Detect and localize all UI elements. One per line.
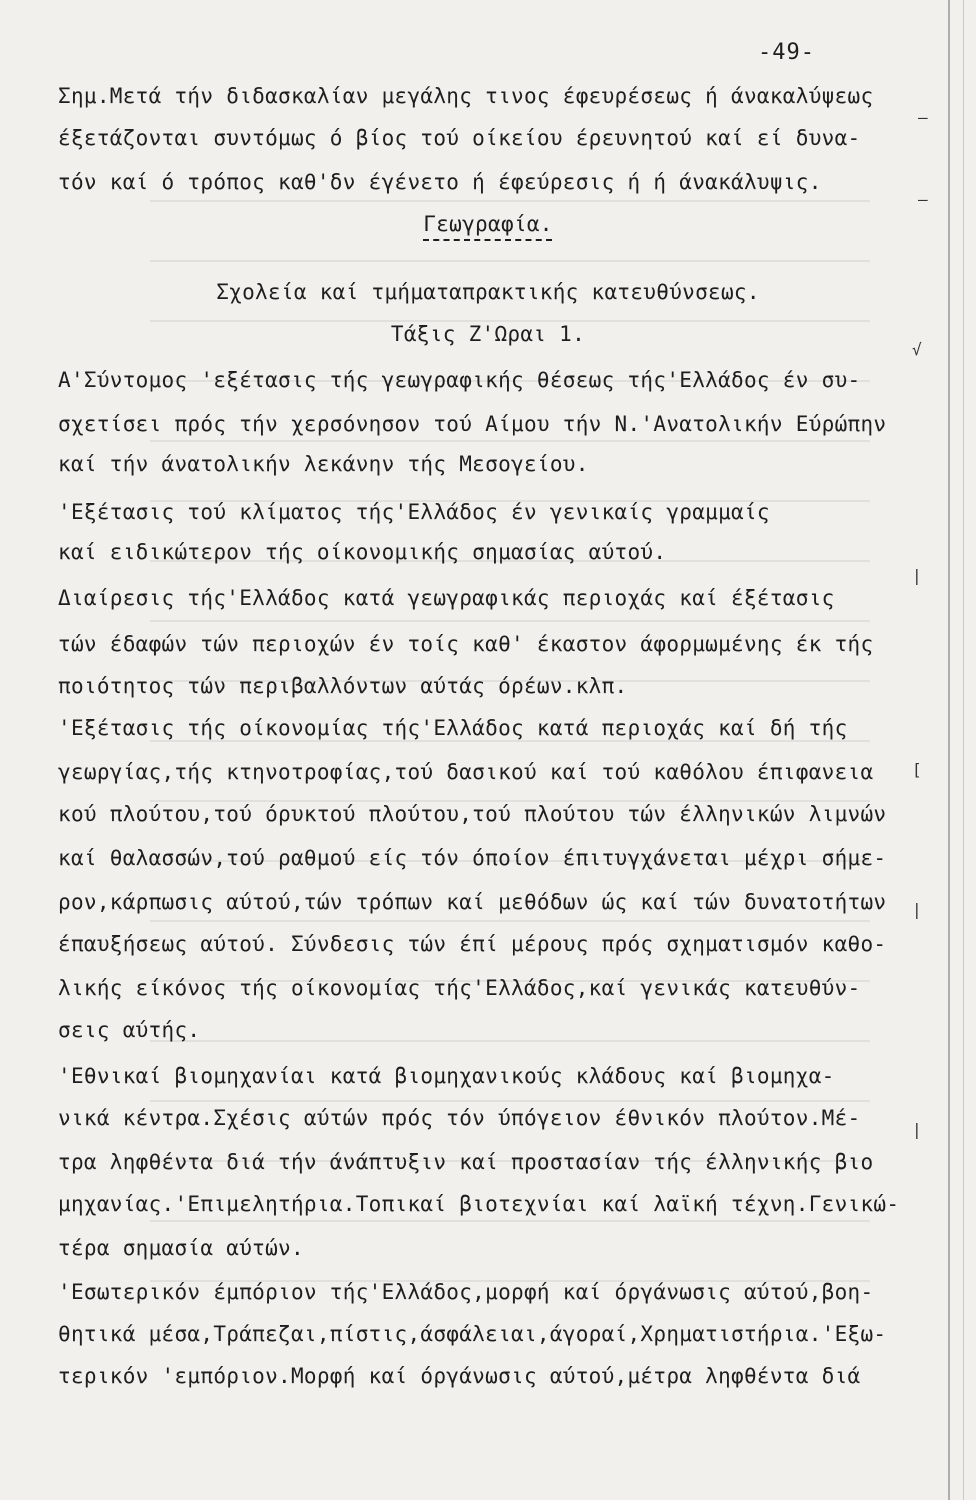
margin-tick-mark: [ xyxy=(912,760,922,779)
text-line: ρον,κάρπωσις αύτού,τών τρόπων καί μεθόδων ώς καί τών δυνατοτήτων xyxy=(58,890,887,914)
subheading: Σχολεία καί τμήματαπρακτικής κατευθύνσεως. xyxy=(216,280,760,304)
text-line: 'Εξέτασις τού κλίματος τής'Ελλάδος έν γενικαίς γραμμαίς xyxy=(58,500,770,524)
text-line: ποιότητος τών περιβαλλόντων αύτάς όρέων.κλπ. xyxy=(58,674,628,698)
text-line: Σημ.Μετά τήν διδασκαλίαν μεγάλης τινος έφευρέσεως ή άνακαλύψεως xyxy=(58,84,874,108)
text-line: 'Εξέτασις τής οίκονομίας τής'Ελλάδος κατά περιοχάς καί δή τής xyxy=(58,716,848,740)
margin-dash-mark: – xyxy=(918,108,928,127)
section-heading: Γεωγραφία. xyxy=(423,212,553,236)
text-line: κού πλούτου,τού όρυκτού πλούτου,τού πλούτου τών έλληνικών λιμνών xyxy=(58,802,887,826)
margin-tick-mark: | xyxy=(912,900,922,919)
text-line: τών έδαφών τών περιοχών έν τοίς καθ' έκαστον άφορμωμένης έκ τής xyxy=(58,632,874,656)
text-line: έπαυξήσεως αύτού. Σύνδεσις τών έπί μέρους πρός σχηματισμόν καθο- xyxy=(58,932,887,956)
text-line: σχετίσει πρός τήν χερσόνησον τού Αίμου τήν Ν.'Ανατολικήν Εύρώπην xyxy=(58,412,887,436)
text-line: γεωργίας,τής κτηνοτροφίας,τού δασικού καί τού καθόλου έπιφανεια xyxy=(58,760,874,784)
text-line: 'Εθνικαί βιομηχανίαι κατά βιομηχανικούς κλάδους καί βιομηχα- xyxy=(58,1064,835,1088)
margin-dash-mark: – xyxy=(918,190,928,209)
page-number: -49- xyxy=(758,40,815,65)
margin-tick-mark: √ xyxy=(912,340,922,359)
text-line: τρα ληφθέντα διά τήν άνάπτυξιν καί προστασίαν τής έλληνικής βιο xyxy=(58,1150,874,1174)
text-line: Διαίρεσις τής'Ελλάδος κατά γεωγραφικάς περιοχάς καί έξέτασις xyxy=(58,586,835,610)
text-line: σεις αύτής. xyxy=(58,1018,201,1042)
margin-tick-mark: | xyxy=(912,566,922,585)
text-line: Α'Σύντομος 'εξέτασις τής γεωγραφικής θέσεως τής'Ελλάδος έν συ- xyxy=(58,368,861,392)
text-line: θητικά μέσα,Τράπεζαι,πίστις,άσφάλειαι,άγοραί,Χρηματιστήρια.'Εξω- xyxy=(58,1322,887,1346)
text-line: έξετάζονται συντόμως ό βίος τού οίκείου έρευνητού καί εί δυνα- xyxy=(58,126,861,150)
text-line: μηχανίας.'Επιμελητήρια.Τοπικαί βιοτεχνίαι καί λαϊκή τέχνη.Γενικώ- xyxy=(58,1192,900,1216)
text-line: τόν καί ό τρόπος καθ'δν έγένετο ή έφεύρεσις ή ή άνακάλυψις. xyxy=(58,170,822,194)
text-line: τέρα σημασία αύτών. xyxy=(58,1236,304,1260)
class-hours-line: Τάξις Ζ'Ωραι 1. xyxy=(390,322,586,346)
text-line: τερικόν 'εμπόριον.Μορφή καί όργάνωσις αύτού,μέτρα ληφθέντα διά xyxy=(58,1364,861,1388)
text-line: λικής είκόνος τής οίκονομίας τής'Ελλάδος,καί γενικάς κατευθύν- xyxy=(58,976,861,1000)
margin-tick-mark: | xyxy=(912,1120,922,1139)
text-line: 'Εσωτερικόν έμπόριον τής'Ελλάδος,μορφή καί όργάνωσις αύτού,βοη- xyxy=(58,1280,874,1304)
text-line: καί ειδικώτερον τής οίκονομικής σημασίας αύτού. xyxy=(58,540,667,564)
text-line: καί τήν άνατολικήν λεκάνην τής Μεσογείου. xyxy=(58,452,589,476)
text-line: καί θαλασσών,τού ραθμού είς τόν όποίον έπιτυγχάνεται μέχρι σήμε- xyxy=(58,846,887,870)
text-line: νικά κέντρα.Σχέσις αύτών πρός τόν ύπόγειον έθνικόν πλούτον.Μέ- xyxy=(58,1106,861,1130)
